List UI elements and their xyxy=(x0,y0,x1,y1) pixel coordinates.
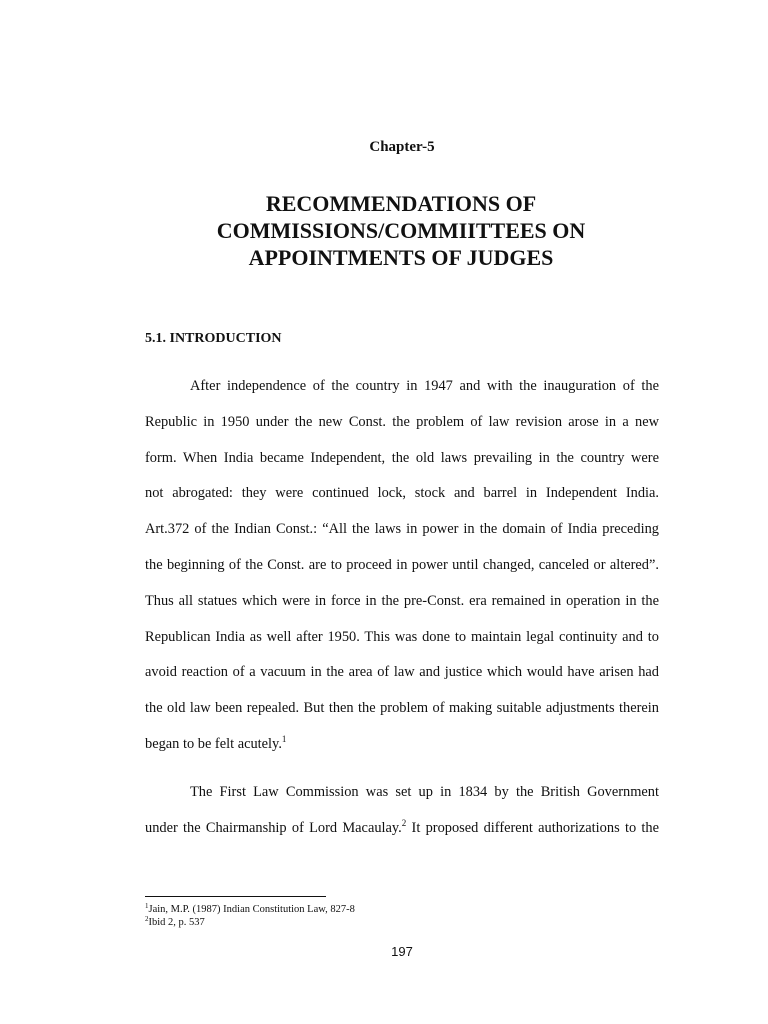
footnote xyxy=(145,916,355,929)
footnote-mark: 2 xyxy=(145,915,149,923)
paragraph-last-line xyxy=(145,727,659,763)
paragraph-line: the old law been repealed. But then the problem of making suitable adjustments therein xyxy=(145,700,659,717)
page-number: 197 xyxy=(391,944,413,959)
footnote xyxy=(145,903,355,916)
paragraph-line-text: It proposed different authorizations to the xyxy=(406,819,659,836)
footnotes xyxy=(145,903,355,929)
paragraph-line-text: began to be felt acutely. xyxy=(145,735,282,752)
footnote-separator xyxy=(145,896,326,897)
paragraph-line: the beginning of the Const. are to proceed in power until changed, canceled or altered”. xyxy=(145,556,659,573)
paragraph-1 xyxy=(145,369,659,763)
section-heading: 5.1. INTRODUCTION xyxy=(145,331,282,346)
paragraph-2 xyxy=(145,775,659,847)
paragraph-line: Art.372 of the Indian Const.: “All the laws in power in the domain of India preceding xyxy=(145,521,659,538)
paragraph-line: Thus all statues which were in force in the pre-Const. era remained in operation in the xyxy=(145,592,659,609)
paragraph-line: form. When India became Independent, the old laws prevailing in the country were xyxy=(145,449,659,466)
footnote-ref: 1 xyxy=(281,733,287,744)
chapter-title-line: RECOMMENDATIONS OF xyxy=(265,191,537,216)
paragraph-line: avoid reaction of a vacuum in the area of law and justice which would have arisen had xyxy=(145,664,659,681)
footnote-text: Ibid 2, p. 537 xyxy=(148,917,205,928)
footnote-text: Jain, M.P. (1987) Indian Constitution Law, 827-8 xyxy=(148,904,355,915)
footnote-mark: 1 xyxy=(145,902,149,910)
paragraph-line xyxy=(145,811,659,847)
paragraph-line: After independence of the country in 1947 and with the inauguration of the xyxy=(190,378,659,394)
chapter-title-line: COMMISSIONS/COMMIITTEES ON xyxy=(216,218,586,243)
footnote-ref: 2 xyxy=(401,817,407,828)
paragraph-line: Republic in 1950 under the new Const. the problem of law revision arose in a new xyxy=(145,413,659,430)
paragraph-line: not abrogated: they were continued lock, stock and barrel in Independent India. xyxy=(145,485,659,502)
paragraph-line: The First Law Commission was set up in 1834 by the British Government xyxy=(190,784,659,800)
paragraph-line-text: under the Chairmanship of Lord Macaulay. xyxy=(145,819,402,836)
chapter-title-line: APPOINTMENTS OF JUDGES xyxy=(248,245,554,270)
paragraph-line: Republican India as well after 1950. This was done to maintain legal continuity and to xyxy=(145,628,659,645)
chapter-title xyxy=(0,190,768,271)
chapter-label: Chapter-5 xyxy=(369,139,435,155)
